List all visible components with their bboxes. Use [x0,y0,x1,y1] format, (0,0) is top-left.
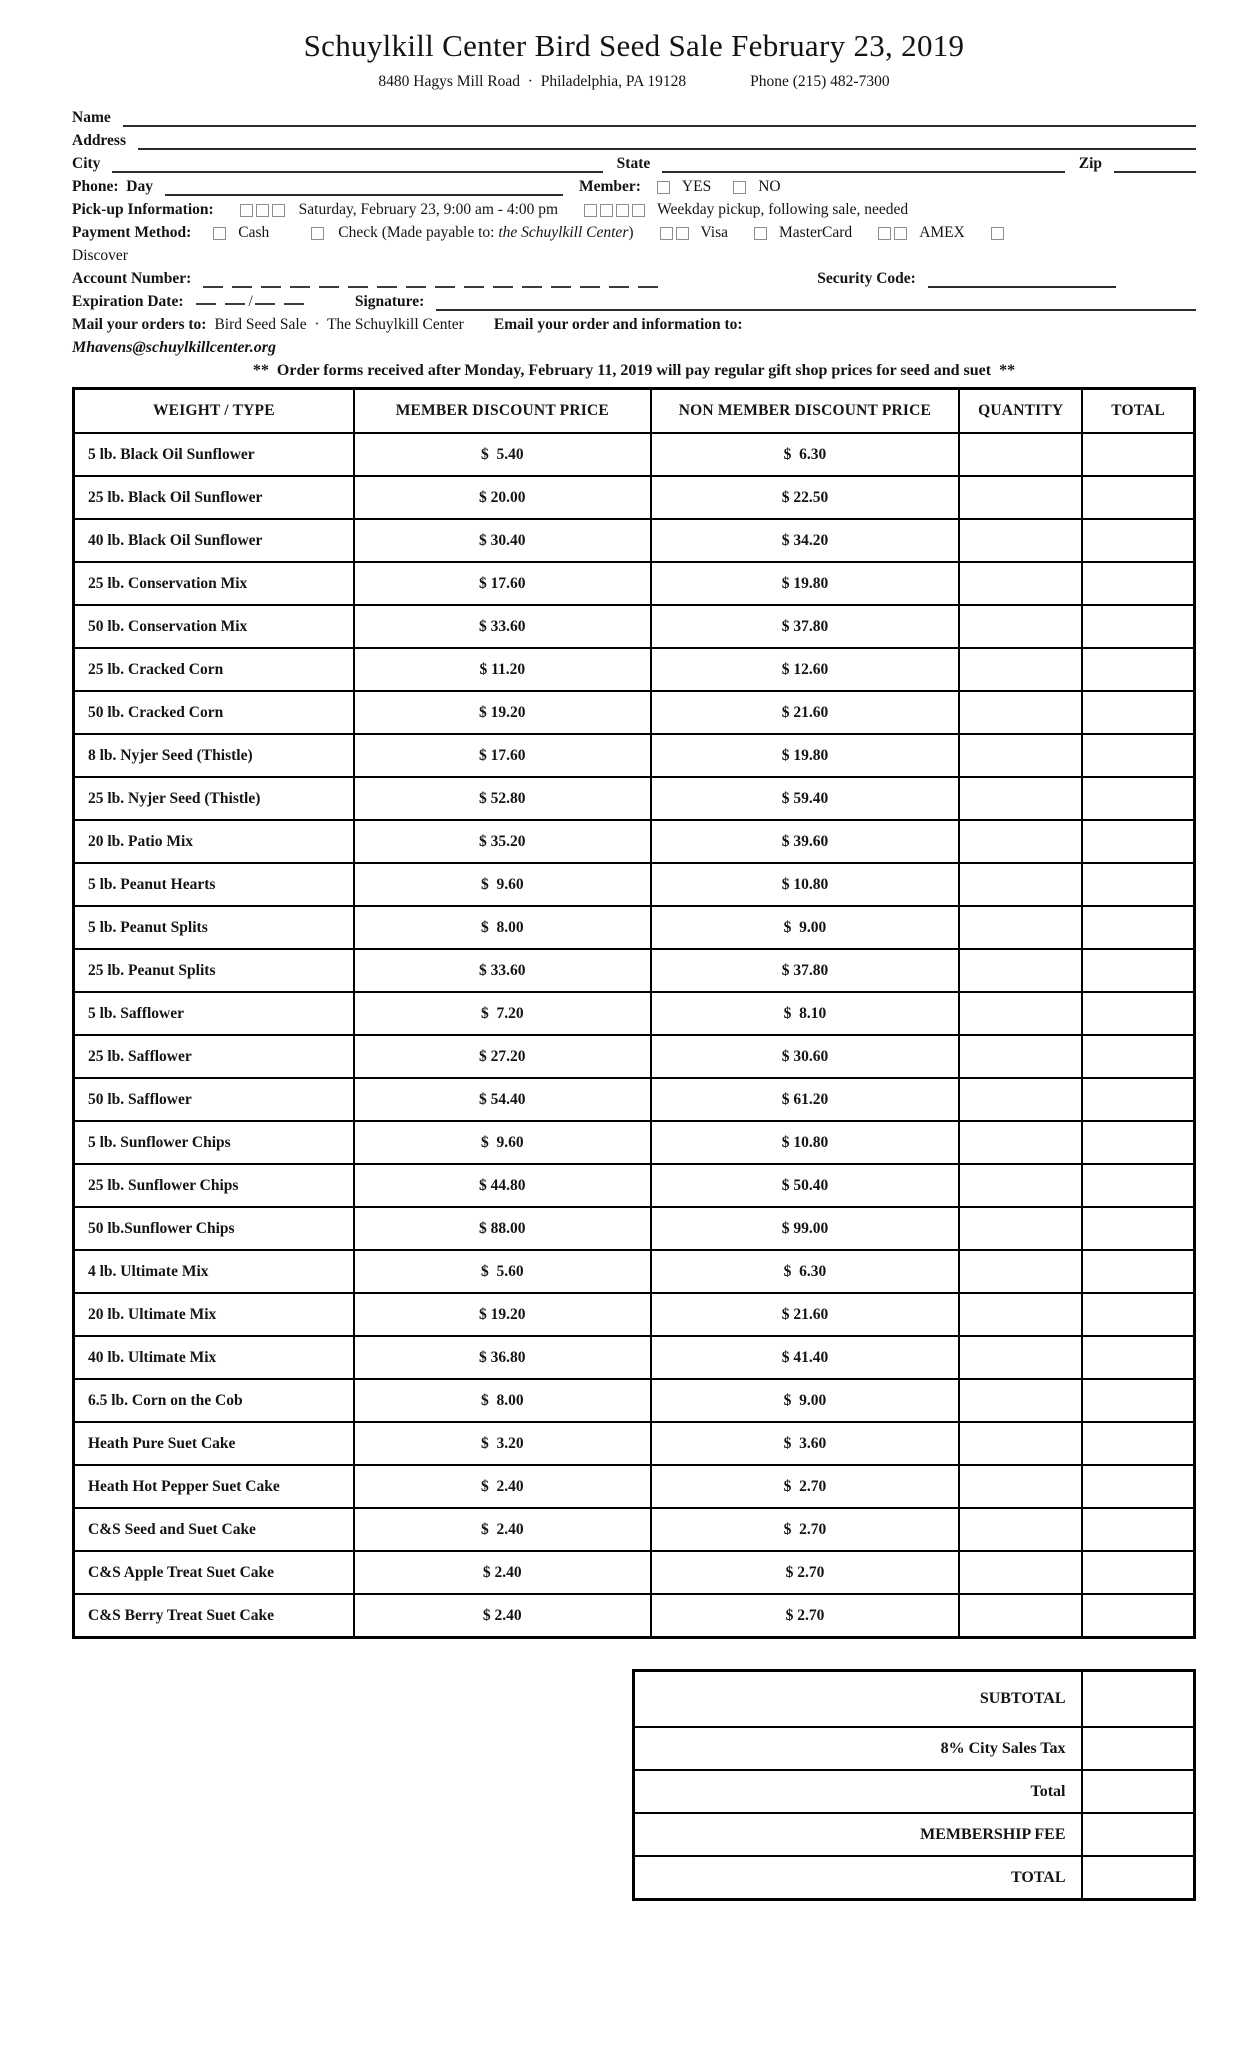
item-name: 5 lb. Sunflower Chips [74,1121,354,1164]
email-orders-label: Email your order and information to: [493,316,743,333]
member-price: $ 7.20 [354,992,651,1035]
quantity-cell[interactable] [959,1551,1082,1594]
item-name: 5 lb. Peanut Splits [74,906,354,949]
quantity-cell[interactable] [959,1293,1082,1336]
zip-input-line[interactable] [1114,156,1196,173]
mail-email-row [72,311,1196,334]
quantity-cell[interactable] [959,1422,1082,1465]
account-number-row [72,265,1196,288]
nonmember-price: $ 50.40 [651,1164,959,1207]
nonmember-price: $ 3.60 [651,1422,959,1465]
nonmember-price: $ 39.60 [651,820,959,863]
checkbox-icon[interactable] [657,181,670,194]
checkbox-icon[interactable] [991,227,1004,240]
summary-row [634,1770,1195,1813]
pickup-weekday-checkboxes[interactable] [584,204,645,217]
total-cell[interactable] [1082,476,1194,519]
nonmember-price: $ 8.10 [651,992,959,1035]
checkbox-icon[interactable] [616,204,629,217]
table-row [74,820,1195,863]
table-row [74,1551,1195,1594]
table-row [74,1121,1195,1164]
check-label [338,224,633,242]
nonmember-price: $ 21.60 [651,691,959,734]
quantity-cell[interactable] [959,433,1082,476]
total-cell[interactable] [1082,648,1194,691]
item-name: 50 lb.Sunflower Chips [74,1207,354,1250]
item-name: 25 lb. Peanut Splits [74,949,354,992]
col-header-nonmember-price: NON MEMBER DISCOUNT PRICE [651,389,959,434]
table-row [74,1594,1195,1638]
table-row [74,777,1195,820]
mastercard-label: MasterCard [779,224,853,241]
table-row [74,476,1195,519]
center-phone: Phone (215) 482-7300 [750,73,890,90]
member-price: $ 52.80 [354,777,651,820]
item-name: 40 lb. Black Oil Sunflower [74,519,354,562]
quantity-cell[interactable] [959,476,1082,519]
checkbox-icon[interactable] [660,227,673,240]
nonmember-price: $ 37.80 [651,605,959,648]
quantity-cell[interactable] [959,949,1082,992]
col-header-member-price: MEMBER DISCOUNT PRICE [354,389,651,434]
nonmember-price: $ 59.40 [651,777,959,820]
table-row [74,1078,1195,1121]
item-name: 50 lb. Safflower [74,1078,354,1121]
member-price: $ 9.60 [354,863,651,906]
member-price: $ 17.60 [354,734,651,777]
page-title: Schuylkill Center Bird Seed Sale February 23, 2019 [303,28,965,63]
item-name: 50 lb. Conservation Mix [74,605,354,648]
item-name: 25 lb. Conservation Mix [74,562,354,605]
total-cell[interactable] [1082,1465,1194,1508]
customer-info-form [72,104,1196,380]
item-name: 25 lb. Cracked Corn [74,648,354,691]
quantity-cell[interactable] [959,734,1082,777]
table-row [74,1250,1195,1293]
member-price: $ 5.40 [354,433,651,476]
quantity-cell[interactable] [959,1336,1082,1379]
member-price: $ 36.80 [354,1336,651,1379]
checkbox-icon[interactable] [240,204,253,217]
summary-value-cell[interactable] [1082,1856,1195,1900]
col-header-quantity: QUANTITY [959,389,1082,434]
checkbox-icon[interactable] [256,204,269,217]
email-address-row [72,334,1196,357]
total-cell[interactable] [1082,562,1194,605]
mail-orders-value: Bird Seed Sale · The Schuylkill Center [214,316,464,333]
table-row [74,519,1195,562]
table-row [74,1035,1195,1078]
summary-row [634,1671,1195,1728]
table-row [74,734,1195,777]
member-price: $ 44.80 [354,1164,651,1207]
member-price: $ 2.40 [354,1594,651,1638]
nonmember-price: $ 9.00 [651,1379,959,1422]
visa-checkboxes[interactable] [660,227,689,240]
price-table [72,387,1196,1639]
cash-label: Cash [238,224,270,241]
name-row [72,104,1196,127]
quantity-cell[interactable] [959,1508,1082,1551]
quantity-cell[interactable] [959,1250,1082,1293]
security-code-label: Security Code: [817,270,916,287]
zip-label: Zip [1078,155,1102,172]
total-cell[interactable] [1082,1422,1194,1465]
member-price: $ 88.00 [354,1207,651,1250]
checkbox-icon[interactable] [733,181,746,194]
table-row [74,648,1195,691]
nonmember-price: $ 6.30 [651,1250,959,1293]
nonmember-price: $ 34.20 [651,519,959,562]
item-name: Heath Pure Suet Cake [74,1422,354,1465]
table-row [74,863,1195,906]
nonmember-price: $ 9.00 [651,906,959,949]
amex-label: AMEX [919,224,965,241]
quantity-cell[interactable] [959,906,1082,949]
quantity-cell[interactable] [959,1078,1082,1121]
total-cell[interactable] [1082,1035,1194,1078]
nonmember-price: $ 37.80 [651,949,959,992]
member-yes-label: YES [681,178,712,195]
nonmember-price: $ 6.30 [651,433,959,476]
table-row [74,433,1195,476]
quantity-cell[interactable] [959,519,1082,562]
total-cell[interactable] [1082,1293,1194,1336]
pickup-weekday-label: Weekday pickup, following sale, needed [657,201,909,218]
quantity-cell[interactable] [959,1164,1082,1207]
pickup-saturday-label: Saturday, February 23, 9:00 am - 4:00 pm [298,201,559,218]
address-row [72,127,1196,150]
quantity-cell[interactable] [959,820,1082,863]
nonmember-price: $ 10.80 [651,863,959,906]
expiration-signature-row [72,288,1196,311]
table-row [74,1379,1195,1422]
member-price: $ 17.60 [354,562,651,605]
nonmember-price: $ 2.70 [651,1508,959,1551]
total-cell[interactable] [1082,1207,1194,1250]
discover-checkbox[interactable] [991,227,1004,240]
name-input-line[interactable] [123,110,1196,127]
member-price: $ 20.00 [354,476,651,519]
item-name: 5 lb. Black Oil Sunflower [74,433,354,476]
member-price: $ 3.20 [354,1422,651,1465]
col-header-weight-type: WEIGHT / TYPE [74,389,354,434]
total-cell[interactable] [1082,820,1194,863]
summary-label: Total [634,1770,1082,1813]
total-cell[interactable] [1082,1336,1194,1379]
summary-value-cell[interactable] [1082,1727,1195,1770]
member-price: $ 8.00 [354,906,651,949]
summary-label: TOTAL [634,1856,1082,1900]
mail-orders-label: Mail your orders to: [72,316,207,333]
total-cell[interactable] [1082,906,1194,949]
table-row [74,1422,1195,1465]
quantity-cell[interactable] [959,1121,1082,1164]
nonmember-price: $ 99.00 [651,1207,959,1250]
checkbox-icon[interactable] [754,227,767,240]
quantity-cell[interactable] [959,1379,1082,1422]
nonmember-price: $ 2.70 [651,1594,959,1638]
phone-day-label: Phone: Day [72,178,153,195]
payment-method-label: Payment Method: [72,224,192,241]
item-name: 20 lb. Ultimate Mix [74,1293,354,1336]
nonmember-price: $ 22.50 [651,476,959,519]
item-name: 50 lb. Cracked Corn [74,691,354,734]
nonmember-price: $ 21.60 [651,1293,959,1336]
table-row [74,1207,1195,1250]
nonmember-price: $ 19.80 [651,734,959,777]
checkbox-icon[interactable] [272,204,285,217]
item-name: 25 lb. Safflower [74,1035,354,1078]
item-name: 40 lb. Ultimate Mix [74,1336,354,1379]
summary-value-cell[interactable] [1082,1770,1195,1813]
quantity-cell[interactable] [959,605,1082,648]
table-row [74,1293,1195,1336]
item-name: 6.5 lb. Corn on the Cob [74,1379,354,1422]
total-cell[interactable] [1082,1250,1194,1293]
member-price: $ 11.20 [354,648,651,691]
nonmember-price: $ 2.70 [651,1551,959,1594]
phone-input-line[interactable] [165,179,563,196]
mastercard-checkbox[interactable] [754,227,767,240]
member-price: $ 35.20 [354,820,651,863]
check-checkbox[interactable] [311,227,324,240]
summary-row [634,1813,1195,1856]
center-address: 8480 Hagys Mill Road · Philadelphia, PA 19128 [378,73,687,90]
checkbox-icon[interactable] [894,227,907,240]
quantity-cell[interactable] [959,648,1082,691]
nonmember-price: $ 30.60 [651,1035,959,1078]
signature-label: Signature: [354,293,425,310]
quantity-cell[interactable] [959,992,1082,1035]
checkbox-icon[interactable] [878,227,891,240]
summary-table [632,1669,1196,1901]
table-row [74,1164,1195,1207]
summary-row [634,1727,1195,1770]
total-cell[interactable] [1082,863,1194,906]
expiration-date-label: Expiration Date: [72,293,184,310]
total-cell[interactable] [1082,433,1194,476]
nonmember-price: $ 2.70 [651,1465,959,1508]
expiration-date-input[interactable]: / [196,293,313,311]
checkbox-icon[interactable] [600,204,613,217]
visa-label: Visa [700,224,729,241]
checkbox-icon[interactable] [213,227,226,240]
total-cell[interactable] [1082,949,1194,992]
item-name: 25 lb. Black Oil Sunflower [74,476,354,519]
col-header-total: TOTAL [1082,389,1194,434]
state-label: State [616,155,651,172]
quantity-cell[interactable] [959,691,1082,734]
address-label: Address [72,132,126,149]
table-row [74,906,1195,949]
contact-line [72,73,1196,91]
table-row [74,605,1195,648]
quantity-cell[interactable] [959,863,1082,906]
item-name: 8 lb. Nyjer Seed (Thistle) [74,734,354,777]
member-price: $ 2.40 [354,1551,651,1594]
member-price: $ 33.60 [354,949,651,992]
item-name: C&S Berry Treat Suet Cake [74,1594,354,1638]
quantity-cell[interactable] [959,1035,1082,1078]
checkbox-icon[interactable] [584,204,597,217]
item-name: 5 lb. Peanut Hearts [74,863,354,906]
cash-checkbox[interactable] [213,227,226,240]
total-cell[interactable] [1082,1551,1194,1594]
city-state-zip-row [72,150,1196,173]
table-row [74,691,1195,734]
pickup-saturday-checkboxes[interactable] [240,204,285,217]
item-name: C&S Apple Treat Suet Cake [74,1551,354,1594]
pickup-row [72,196,1196,219]
total-cell[interactable] [1082,519,1194,562]
nonmember-price: $ 61.20 [651,1078,959,1121]
summary-label: MEMBERSHIP FEE [634,1813,1082,1856]
security-code-input-line[interactable] [928,271,1116,288]
member-price: $ 54.40 [354,1078,651,1121]
total-cell[interactable] [1082,992,1194,1035]
total-cell[interactable] [1082,691,1194,734]
total-cell[interactable] [1082,734,1194,777]
table-row [74,992,1195,1035]
check-label-suffix: ) [628,224,634,241]
nonmember-price: $ 10.80 [651,1121,959,1164]
member-price: $ 2.40 [354,1465,651,1508]
total-cell[interactable] [1082,777,1194,820]
summary-label: 8% City Sales Tax [634,1727,1082,1770]
check-payee-name: the Schuylkill Center [498,224,629,241]
total-cell[interactable] [1082,1594,1194,1638]
state-input-line[interactable] [662,156,1065,173]
deadline-notice: ** Order forms received after Monday, February 11, 2019 will pay regular gift shop prices for seed and suet ** [252,362,1016,379]
summary-value-cell[interactable] [1082,1671,1195,1728]
item-name: 25 lb. Sunflower Chips [74,1164,354,1207]
member-price: $ 33.60 [354,605,651,648]
member-price: $ 8.00 [354,1379,651,1422]
member-price: $ 19.20 [354,691,651,734]
checkbox-icon[interactable] [311,227,324,240]
checkbox-icon[interactable] [632,204,645,217]
quantity-cell[interactable] [959,1465,1082,1508]
total-cell[interactable] [1082,1164,1194,1207]
member-label: Member: [578,178,641,195]
summary-value-cell[interactable] [1082,1813,1195,1856]
member-price: $ 2.40 [354,1508,651,1551]
checkbox-icon[interactable] [676,227,689,240]
item-name: 20 lb. Patio Mix [74,820,354,863]
member-no-checkbox[interactable] [733,181,746,194]
table-row [74,1336,1195,1379]
member-no-label: NO [758,178,781,195]
quantity-cell[interactable] [959,1207,1082,1250]
address-input-line[interactable] [138,133,1196,150]
item-name: 25 lb. Nyjer Seed (Thistle) [74,777,354,820]
table-row [74,949,1195,992]
account-number-label: Account Number: [72,270,192,287]
discover-row [72,242,1196,265]
quantity-cell[interactable] [959,1594,1082,1638]
table-row [74,562,1195,605]
check-label-prefix: Check (Made payable to: [338,224,499,241]
city-input-line[interactable] [112,156,602,173]
table-row [74,1465,1195,1508]
amex-checkboxes[interactable] [878,227,907,240]
total-cell[interactable] [1082,1121,1194,1164]
total-cell[interactable] [1082,1508,1194,1551]
item-name: 4 lb. Ultimate Mix [74,1250,354,1293]
phone-member-row [72,173,1196,196]
payment-method-row [72,219,1196,242]
item-name: C&S Seed and Suet Cake [74,1508,354,1551]
city-label: City [72,155,101,172]
nonmember-price: $ 19.80 [651,562,959,605]
member-yes-checkbox[interactable] [657,181,670,194]
member-price: $ 9.60 [354,1121,651,1164]
summary-label: SUBTOTAL [634,1671,1082,1728]
quantity-cell[interactable] [959,562,1082,605]
member-price: $ 5.60 [354,1250,651,1293]
nonmember-price: $ 41.40 [651,1336,959,1379]
pickup-label: Pick-up Information: [72,201,214,218]
name-label: Name [72,109,111,126]
quantity-cell[interactable] [959,777,1082,820]
summary-row [634,1856,1195,1900]
member-price: $ 27.20 [354,1035,651,1078]
total-cell[interactable] [1082,1379,1194,1422]
email-address: Mhavens@schuylkillcenter.org [72,339,276,356]
account-number-input[interactable] [203,276,667,288]
table-header-row [74,389,1195,434]
nonmember-price: $ 12.60 [651,648,959,691]
discover-label: Discover [72,247,128,264]
member-price: $ 30.40 [354,519,651,562]
item-name: Heath Hot Pepper Suet Cake [74,1465,354,1508]
table-row [74,1508,1195,1551]
signature-input-line[interactable] [436,294,1196,311]
item-name: 5 lb. Safflower [74,992,354,1035]
member-price: $ 19.20 [354,1293,651,1336]
total-cell[interactable] [1082,1078,1194,1121]
total-cell[interactable] [1082,605,1194,648]
